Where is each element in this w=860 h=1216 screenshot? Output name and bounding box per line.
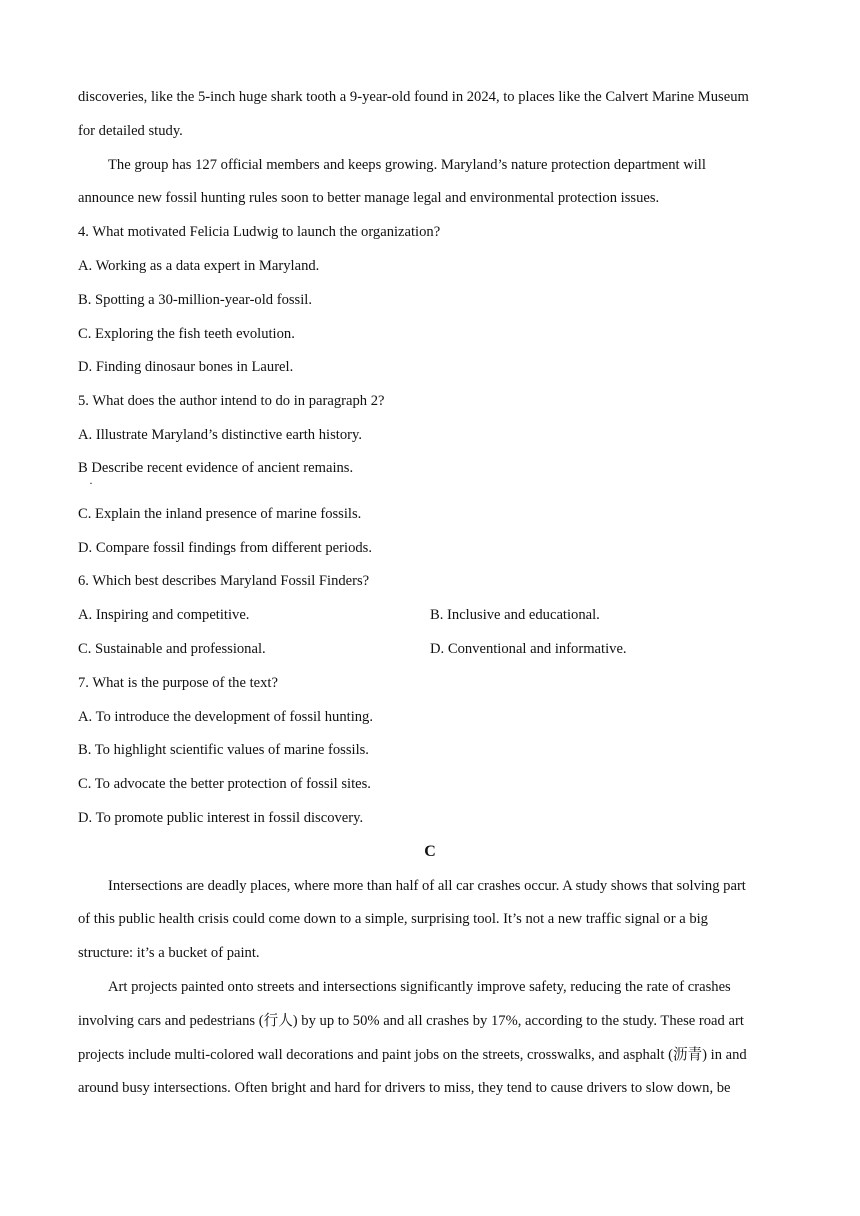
passage-text-line: involving cars and pedestrians (行人) by up to 50% and all crashes by 17%, according to the study. These road art bbox=[78, 1013, 744, 1029]
passage-text-line: projects include multi-colored wall decorations and paint jobs on the streets, crosswalks, and asphalt (沥青) in and bbox=[78, 1047, 747, 1063]
answer-option: A. Working as a data expert in Maryland. bbox=[78, 258, 320, 274]
answer-option: D. Conventional and informative. bbox=[430, 641, 627, 657]
passage-text-line: structure: it’s a bucket of paint. bbox=[78, 945, 260, 961]
answer-option: A. Inspiring and competitive. bbox=[78, 607, 250, 623]
answer-option: B. To highlight scientific values of marine fossils. bbox=[78, 742, 369, 758]
passage-text-line: announce new fossil hunting rules soon to better manage legal and environmental protection issues. bbox=[78, 190, 660, 206]
answer-option: D. To promote public interest in fossil discovery. bbox=[78, 810, 364, 826]
passage-text-line: of this public health crisis could come down to a simple, surprising tool. It’s not a new traffic signal or a big bbox=[78, 911, 708, 927]
question-stem: 5. What does the author intend to do in paragraph 2? bbox=[78, 393, 385, 409]
answer-option: B. Spotting a 30-million-year-old fossil. bbox=[78, 292, 312, 308]
answer-option: A. Illustrate Maryland’s distinctive earth history. bbox=[78, 427, 362, 443]
question-stem: 6. Which best describes Maryland Fossil Finders? bbox=[78, 573, 370, 589]
passage-text-line: discoveries, like the 5-inch huge shark tooth a 9-year-old found in 2024, to places like the Calvert Marine Museum bbox=[78, 89, 749, 105]
answer-option: B Describe recent evidence of ancient remains. bbox=[78, 460, 354, 476]
answer-option: C. Explain the inland presence of marine fossils. bbox=[78, 506, 362, 522]
passage-text-line: for detailed study. bbox=[78, 123, 183, 139]
answer-option: D. Finding dinosaur bones in Laurel. bbox=[78, 359, 294, 375]
passage-text-line: Intersections are deadly places, where more than half of all car crashes occur. A study shows that solving part bbox=[108, 878, 746, 894]
passage-text-line: Art projects painted onto streets and intersections significantly improve safety, reducing the rate of crashes bbox=[108, 979, 731, 995]
passage-text-line: around busy intersections. Often bright and hard for drivers to miss, they tend to cause drivers to slow down, be bbox=[78, 1080, 731, 1096]
answer-option: C. Sustainable and professional. bbox=[78, 641, 266, 657]
question-stem: 4. What motivated Felicia Ludwig to launch the organization? bbox=[78, 224, 441, 240]
answer-option: D. Compare fossil findings from different periods. bbox=[78, 540, 372, 556]
section-heading: C bbox=[424, 843, 436, 860]
answer-option: B. Inclusive and educational. bbox=[430, 607, 600, 623]
answer-option: A. To introduce the development of fossil hunting. bbox=[78, 709, 373, 725]
passage-text-line: The group has 127 official members and keeps growing. Maryland’s nature protection department will bbox=[108, 157, 706, 173]
answer-option: C. Exploring the fish teeth evolution. bbox=[78, 326, 295, 342]
question-stem: 7. What is the purpose of the text? bbox=[78, 675, 278, 691]
stray-dot-mark: · bbox=[89, 476, 93, 490]
answer-option: C. To advocate the better protection of fossil sites. bbox=[78, 776, 371, 792]
